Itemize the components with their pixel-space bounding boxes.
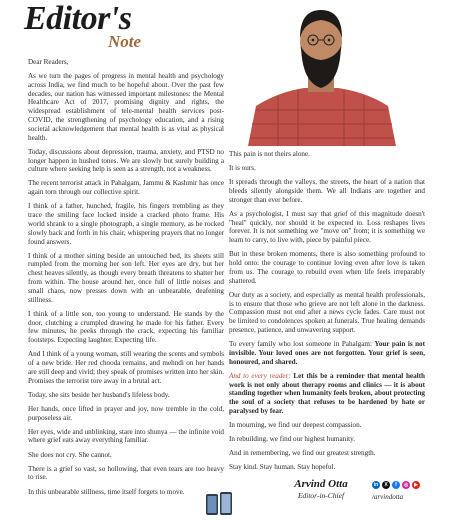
paragraph: She does not cry. She cannot. <box>28 450 112 459</box>
families-intro: To every family who lost someone in Pahalgam: <box>229 340 375 349</box>
paragraph: And in remembering, we find our greatest strength. <box>229 449 376 458</box>
paragraph: Our duty as a society, and especially as mental health professionals, is to ensure that those who grieve are not left alone in the darkness. Compassion must not end after a news cycle fades. Care must not be limited to condolences spoken at funerals. True healing demands presence, patience, and unwavering support. <box>229 290 425 335</box>
editor-photo <box>238 0 404 146</box>
paragraph: Her eyes, wide and unblinking, stare into shunya — the infinite void where grief eats away everything familiar. <box>28 427 224 445</box>
paragraph: Today, discussions about depression, trauma, anxiety, and PTSD no longer happen in hushed tones. We are slowly but surely building a culture where seeking help is seen as a strength, not a weakness. <box>28 147 224 174</box>
paragraph: Her hands, once lifted in prayer and joy, now tremble in the cold, purposeless air. <box>28 404 224 422</box>
paragraph-families <box>229 340 425 366</box>
page-title: Editor's <box>24 0 132 37</box>
paragraph-readers <box>229 372 425 416</box>
signature <box>286 478 356 500</box>
families-emphasis: Your pain is not invisible. Your loved ones are not forgotten. Your grief is seen, honoured, and shared. <box>229 340 426 366</box>
salutation: Dear Readers, <box>28 58 69 66</box>
paragraph: In this unbearable stillness, time itself forgets to move. <box>28 487 185 496</box>
paragraph: I think of a father, hunched, fragile, his fingers trembling as they trace the smiling face locked inside a cracked photo frame. His world shrank to a single photograph, a single memory, as he rocked slowly back and forth in his chair, whispering prayers that no longer found answers. <box>28 202 224 246</box>
paragraph: Today, she sits beside her husband's lifeless body. <box>28 390 170 399</box>
signature-role: Editor-in-Chief <box>297 491 345 500</box>
paragraph: It spreads through the valleys, the streets, the heart of a nation that bleeds silently alongside them. We all Indians are together and stronger than ever before. <box>229 178 425 204</box>
paragraph: Stay kind. Stay human. Stay hopeful. <box>229 463 336 472</box>
paragraph: This pain is not theirs alone. <box>229 150 310 158</box>
paragraph: I think of a mother sitting beside an untouched bed, its sheets still rumpled from the morning her son left. Her eyes are dry, but her chest heaves silently, as though every breath threatens to shatter her from within. The house around her, once full of little noises and small chaos, now presses down with an unbearable, deafening stillness. <box>28 251 224 304</box>
x-icon[interactable]: X <box>382 481 390 489</box>
instagram-icon[interactable]: ◎ <box>403 482 409 488</box>
social-handle[interactable]: /arvindotta <box>372 493 404 501</box>
paragraph: And I think of a young woman, still wearing the scents and symbols of a new bride. Her red chooda remains, and mehndi on her hands are still deep and vivid; they speak of promises written into her skin. Promises the terrorist tore away in a brutal act. <box>28 350 224 385</box>
paragraph: In rebuilding, we find our highest humanity. <box>229 435 356 444</box>
readers-intro: And to every reader: <box>229 371 294 380</box>
linkedin-icon[interactable]: in <box>373 482 379 488</box>
signature-name: Arvind Otta <box>294 478 348 490</box>
paragraph: There is a grief so vast, so hollowing, that even tears are too heavy to rise. <box>28 464 224 482</box>
phone-graphic <box>200 490 240 515</box>
social-icons <box>372 481 420 489</box>
readers-emphasis: Let this be a reminder that mental health work is not only about therapy rooms and clinics — it is about standing together when humanity feels broken, about protecting the soul of a society that refuses to be hardened by hate or paralysed by fear. <box>229 371 425 415</box>
paragraph: But in these broken moments, there is also something profound to hold onto: the courage to continue loving even after love is taken from us. The courage to rebuild even when life feels irreparably shattered. <box>229 250 425 285</box>
facebook-icon[interactable]: f <box>392 481 400 489</box>
paragraph: In mourning, we find our deepest compassion. <box>229 421 362 430</box>
youtube-icon[interactable]: ▶ <box>412 481 420 489</box>
paragraph: As we turn the pages of progress in mental health and psychology across India, we find much to be hopeful about. Over the past few decades, our nation has witnessed important milestones: the Mental Healthcare Act of 2017, promising dignity and rights, the widespread establishment of tele-mental health services post-COVID, the strengthening of psychology education, and a rising societal acknowledgement that mental health is as vital as physical health. <box>28 72 224 142</box>
paragraph: I think of a little son, too young to understand. He stands by the door, clutching a crumpled drawing he made for his father. Every few minutes, he peeks through the crack, expecting his familiar footsteps. Expecting laughter. Expecting life. <box>28 309 224 345</box>
left-column <box>28 58 224 502</box>
paragraph: It is ours. <box>229 164 256 173</box>
paragraph: As a psychologist, I must say that grief of this magnitude doesn't "heal" quickly, nor should it be expected to. Loss reshapes lives forever. It is not something we "move on" from; it is something we learn to carry, to live with, piece by painful piece. <box>229 209 425 245</box>
right-column <box>229 150 425 477</box>
paragraph: The recent terrorist attack in Pahalgam, Jammu & Kashmir has once again torn through our collective spirit. <box>28 179 224 197</box>
page-subtitle: Note <box>108 32 142 51</box>
